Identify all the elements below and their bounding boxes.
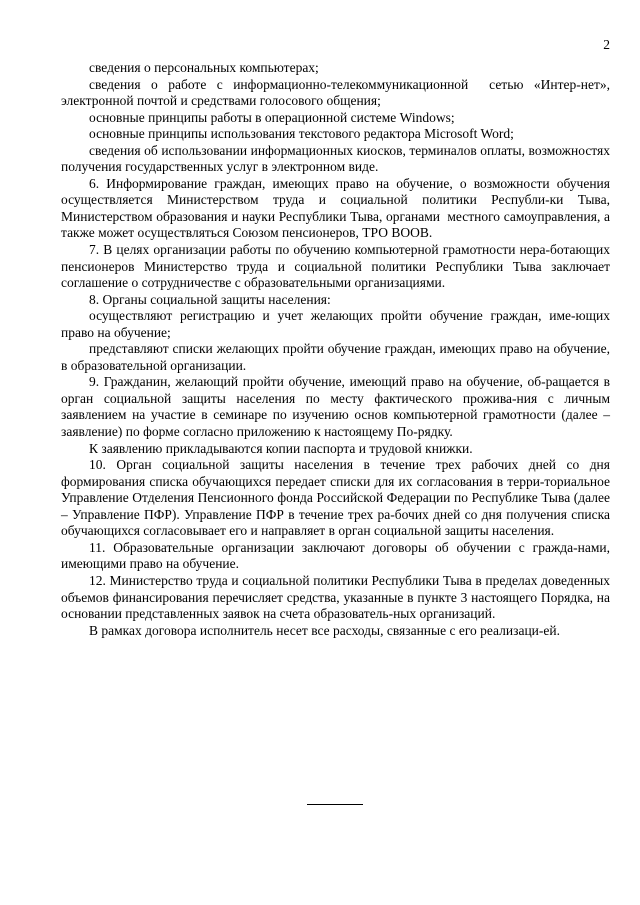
- paragraph-item-12-expenses: В рамках договора исполнитель несет все расходы, связанные с его реализаци-ей.: [89, 622, 560, 638]
- paragraph-kiosks-info: сведения об использовании информационных киосков, терминалов оплаты, возможностях получения государственных услуг в электронном виде.: [61, 142, 614, 175]
- paragraph-item-7: 7. В целях организации работы по обучению компьютерной грамотности нера-ботающих пенсионеров Министерство труда и социальной политики Республики Тыва заключает соглашение о сотрудничестве с образовательными организациями.: [61, 242, 614, 291]
- paragraph-item-12: 12. Министерство труда и социальной политики Республики Тыва в пределах доведенных объемов финансирования перечисляет средства, указанные в пункте 3 настоящего Порядка, на основании представленных заявок на счета образователь-ных организаций.: [61, 572, 614, 622]
- paragraph-item-8: 8. Органы социальной защиты населения:: [89, 291, 331, 307]
- document-body: [61, 60, 614, 639]
- paragraph-item-9-attachments: К заявлению прикладываются копии паспорта и трудовой книжки.: [89, 440, 473, 456]
- paragraph-windows-basics: основные принципы работы в операционной системе Windows;: [89, 109, 455, 125]
- paragraph-item-10: 10. Орган социальной защиты населения в течение трех рабочих дней со дня формирования списка обучающихся передает списки для их согласования в терри-ториальное Управление Отделения Пенсионного фонда Российской Федерации по Республике Тыва (далее – Управление ПФР). Управление ПФР в течение трех ра-бочих дней со дня получения списка обучающихся согласовывает его и направляет в орган социальной защиты населения.: [61, 457, 614, 539]
- paragraph-pc-info: сведения о персональных компьютерах;: [89, 60, 319, 75]
- page-number: 2: [603, 37, 610, 52]
- paragraph-item-9: 9. Гражданин, желающий пройти обучение, имеющий право на обучение, об-ращается в орган социальной защиты населения по месту фактического прожива-ния с личным заявлением на участие в семинаре по изучению основ компьютерной грамотности (далее – заявление) по форме согласно приложению к настоящему По-рядку.: [61, 374, 614, 440]
- paragraph-internet-info: сведения о работе с информационно-телекоммуникационной сетью «Интер-нет», электронной почтой и средствами голосового общения;: [61, 76, 614, 109]
- paragraph-item-11: 11. Образовательные организации заключают договоры об обучении с гражда-нами, имеющими право на обучение.: [61, 539, 614, 572]
- paragraph-item-6: 6. Информирование граждан, имеющих право на обучение, о возможности обучения осуществляется Министерством труда и социальной политики Республи-ки Тыва, Министерством образования и науки Республики Тыва, органами местного самоуправления, а также может осуществляться Союзом пенсионеров, ТРО ВООВ.: [61, 175, 614, 241]
- paragraph-item-8-registration: осуществляют регистрацию и учет желающих пройти обучение граждан, име-ющих право на обучение;: [61, 308, 614, 340]
- paragraph-item-8-lists: представляют списки желающих пройти обучение граждан, имеющих право на обучение, в образовательной организации.: [61, 341, 614, 373]
- paragraph-word-basics: основные принципы использования текстового редактора Microsoft Word;: [89, 126, 514, 142]
- end-separator-line: [307, 804, 363, 805]
